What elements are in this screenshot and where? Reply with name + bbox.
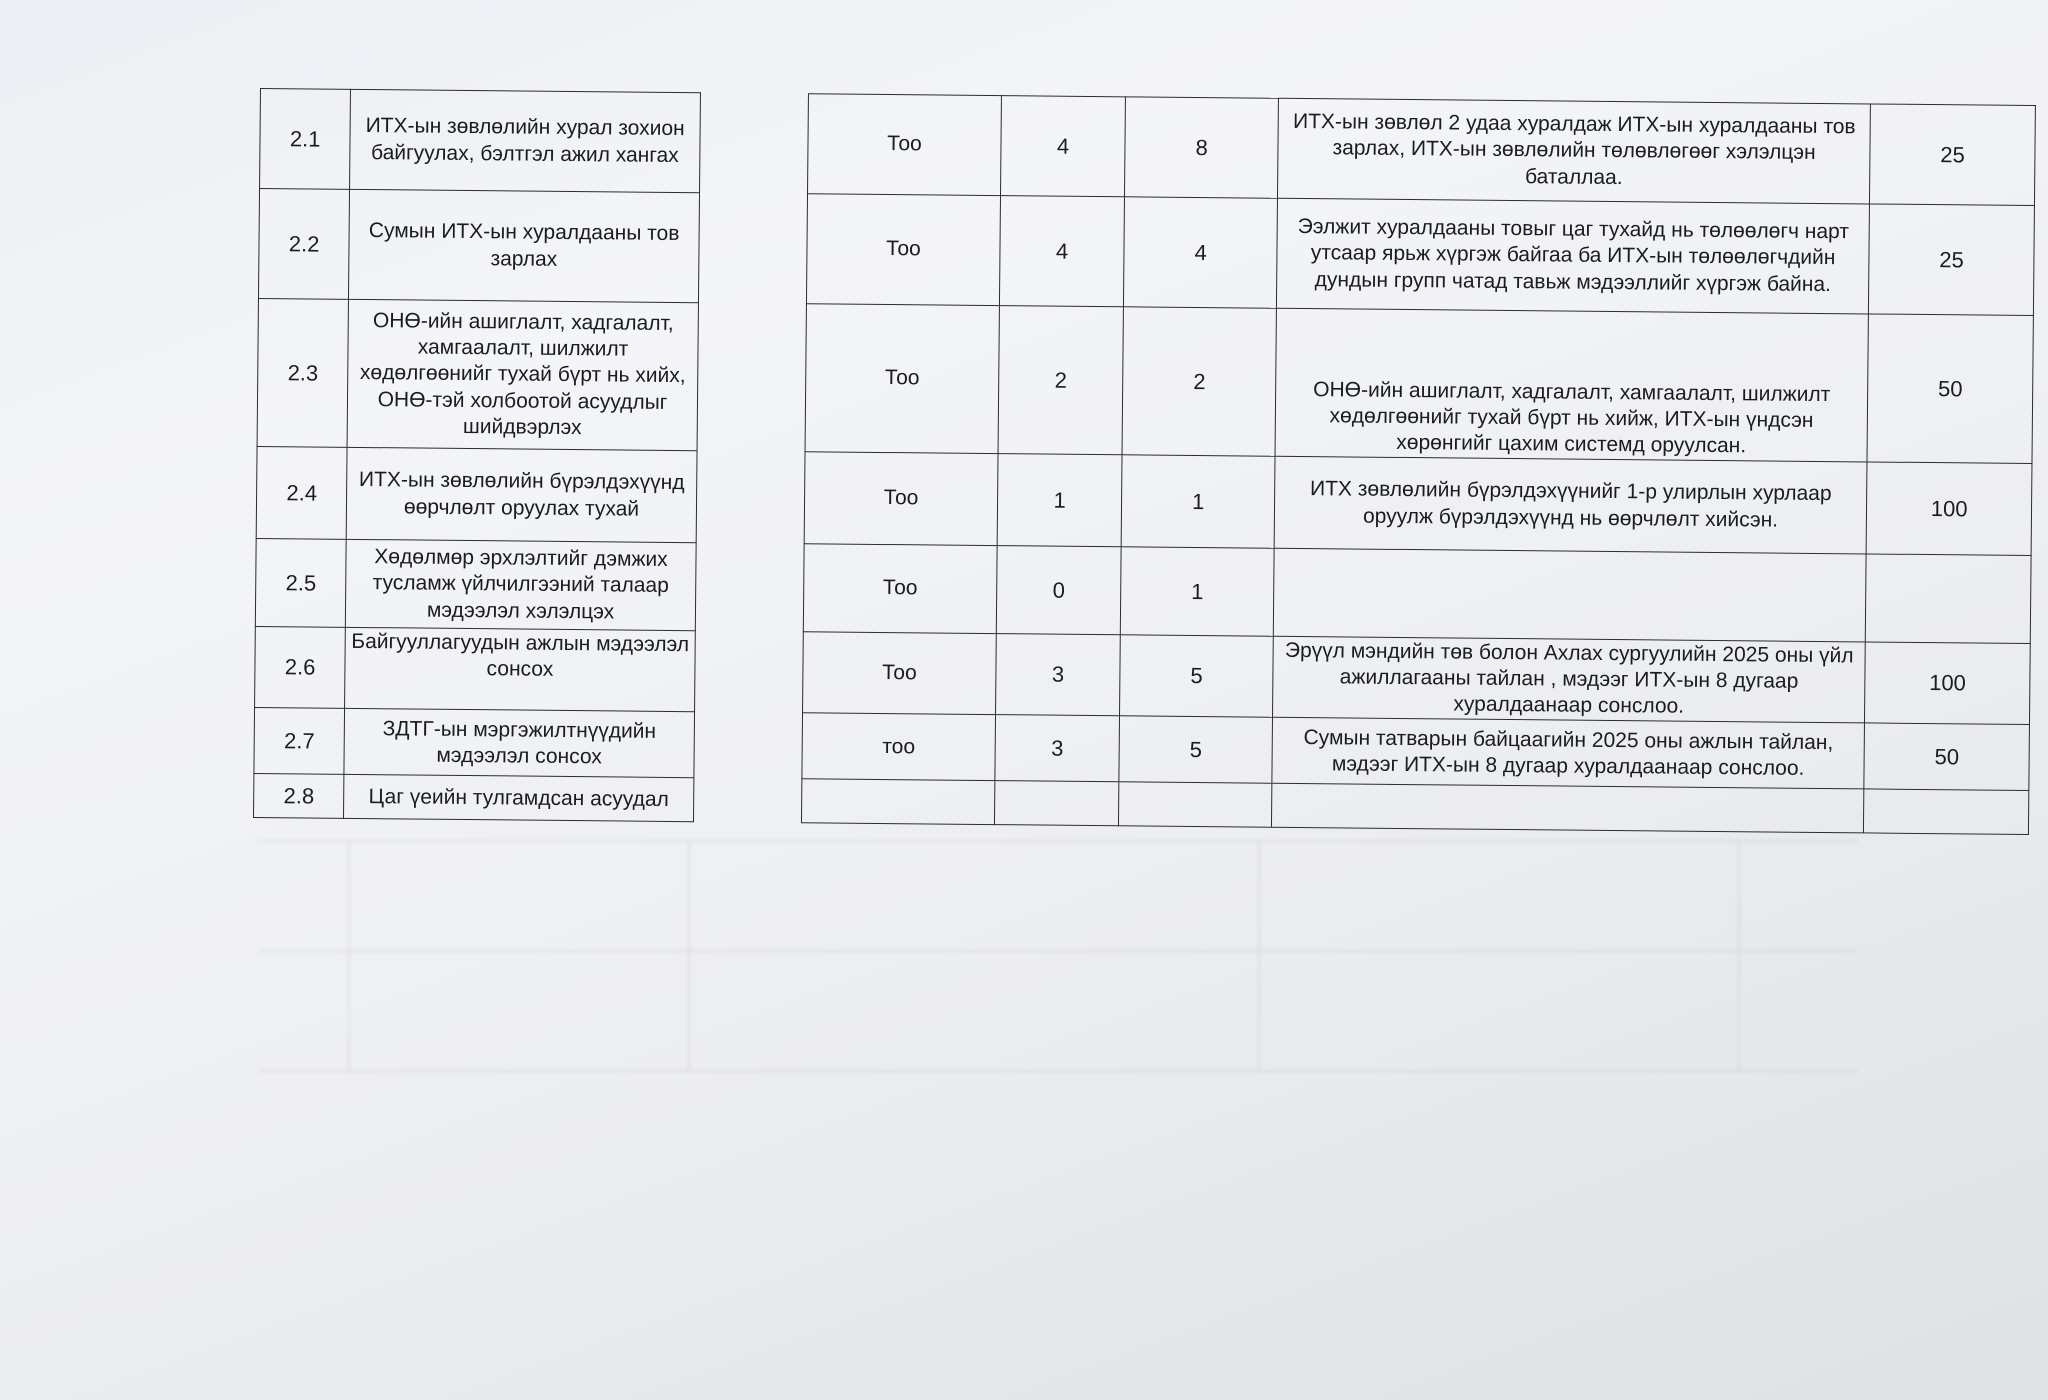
plan-value: 3 <box>995 634 1120 716</box>
show-through-faint-print <box>258 840 1858 1260</box>
table-row <box>257 298 2033 463</box>
row-number: 2.7 <box>254 708 345 775</box>
plan-value: 3 <box>995 715 1120 782</box>
row-number: 2.6 <box>255 626 346 708</box>
task-description: ЗДТГ-ын мэргэжилтнүүдийн мэдээлэл сонсох <box>344 708 694 777</box>
table-row <box>258 189 2034 316</box>
report-table <box>253 88 2036 835</box>
plan-value: 0 <box>996 546 1121 635</box>
unit-cell: Тоо <box>805 304 999 454</box>
plan-value: 1 <box>997 454 1122 547</box>
actual-value: 8 <box>1125 97 1279 198</box>
plan-value: 4 <box>999 196 1125 307</box>
percent-value: 50 <box>1864 723 2029 791</box>
unit-cell: Тоо <box>803 544 997 634</box>
actual-value: 1 <box>1121 547 1274 636</box>
result-description: ОНӨ-ийн ашиглалт, хадгалалт, хамгаалалт, шилжилт хөдөлгөөнийг тухай бүрт нь хийж, ИТХ-ын үндсэн хөрөнгийг цахим системд оруулсан. <box>1275 308 1869 462</box>
task-description: Хөдөлмөр эрхлэлтийг дэмжих тусламж үйлчилгээний талаар мэдээлэл хэлэлцэх <box>346 539 696 630</box>
task-description: Сумын ИТХ-ын хуралдааны тов зарлах <box>349 189 699 302</box>
result-description <box>1273 548 1866 642</box>
percent-value <box>1864 789 2029 835</box>
percent-value: 50 <box>1867 314 2033 464</box>
result-description: Эрүүл мэндийн төв болон Ахлах сургуулийн 2025 оны үйл ажиллагааны тайлан , мэдээг ИТХ-ын 8 дугаар хуралдаанаар сонслоо. <box>1272 636 1865 723</box>
row-number: 2.2 <box>258 189 349 300</box>
actual-value: 5 <box>1119 716 1272 783</box>
result-description <box>1271 783 1864 833</box>
unit-cell: Тоо <box>807 194 1001 306</box>
plan-value: 2 <box>998 306 1124 455</box>
task-description: Цаг үеийн тулгамдсан асуудал <box>344 774 694 821</box>
percent-value: 25 <box>1870 104 2036 206</box>
unit-cell: тоо <box>802 713 995 781</box>
row-number: 2.1 <box>260 89 351 190</box>
row-number: 2.4 <box>256 446 347 539</box>
plan-value: 4 <box>1000 96 1125 197</box>
actual-value <box>1119 782 1272 827</box>
unit-cell: Тоо <box>808 94 1002 196</box>
task-description: ИТХ-ын зөвлөлийн бүрэлдэхүүнд өөрчлөлт оруулах тухай <box>347 447 697 542</box>
percent-value <box>1866 554 2032 644</box>
actual-value: 4 <box>1124 197 1278 308</box>
result-description: ИТХ зөвлөлийн бүрэлдэхүүнийг 1-р улирлын хурлаар оруулж бүрэлдэхүүнд нь өөрчлөлт хийсэн. <box>1274 456 1867 554</box>
unit-cell: Тоо <box>804 452 998 546</box>
row-number: 2.3 <box>257 298 349 447</box>
percent-value: 25 <box>1869 204 2035 316</box>
unit-cell: Тоо <box>803 632 997 715</box>
row-number: 2.5 <box>255 538 346 627</box>
task-description: ОНӨ-ийн ашиглалт, хадгалалт, хамгаалалт, шилжилт хөдөлгөөнийг тухай бүрт нь хийх, ОНӨ-тэй холбоотой асуудлыг шийдвэрлэх <box>347 299 698 450</box>
percent-value: 100 <box>1866 462 2032 556</box>
table-row <box>256 446 2032 555</box>
unit-cell <box>802 779 995 825</box>
table-row <box>255 538 2031 643</box>
result-description: Ээлжит хуралдааны товыг цаг тухайд нь төлөөлөгч нарт утсаар ярьж хүргэж байгаа ба ИТХ-ын төлөөлөгчдийн дундын групп чатад тавьж мэдээллийг хүргэж байна. <box>1276 198 1869 314</box>
result-description: ИТХ-ын зөвлөл 2 удаа хуралдаж ИТХ-ын хуралдааны тов зарлах, ИТХ-ын зөвлөлийн төлөвлөгөөг хэлэлцэн баталлаа. <box>1277 98 1870 204</box>
percent-value: 100 <box>1865 642 2030 725</box>
blank-column <box>693 93 808 823</box>
result-description: Сумын татварын байцаагийн 2025 оны ажлын тайлан, мэдээг ИТХ-ын 8 дугаар хуралдаанаар сонслоо. <box>1272 717 1865 789</box>
task-description: Байгууллагуудын ажлын мэдээлэл сонсох <box>345 627 695 711</box>
actual-value: 5 <box>1120 635 1273 718</box>
actual-value: 2 <box>1122 307 1276 456</box>
task-description: ИТХ-ын зөвлөлийн хурал зохион байгуулах, бэлтгэл ажил хангах <box>350 89 700 192</box>
row-number: 2.8 <box>253 774 344 819</box>
plan-value <box>994 781 1119 826</box>
document-table-wrapper <box>253 88 2036 835</box>
actual-value: 1 <box>1122 455 1275 548</box>
table-row <box>260 89 2036 206</box>
